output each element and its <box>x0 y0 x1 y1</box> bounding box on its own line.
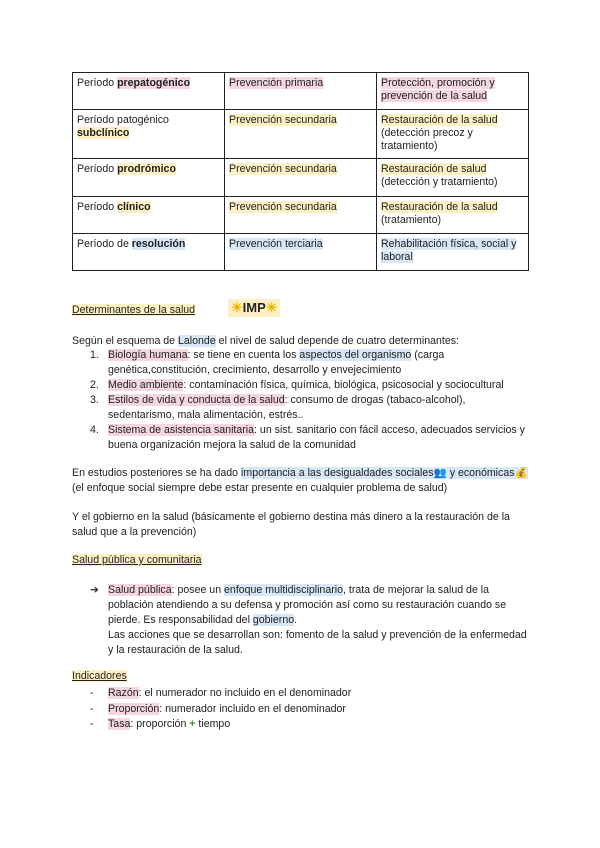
item-text: : se tiene en cuenta los <box>187 349 300 361</box>
indicator-text: : el numerador no incluido en el denominador <box>138 687 352 699</box>
item-highlight: Biología humana <box>108 349 188 361</box>
table-row <box>73 197 529 234</box>
table-row <box>73 110 529 159</box>
table-row <box>73 234 529 271</box>
item-number: 2. <box>90 379 99 391</box>
gov-text: Y el gobierno en la salud (básicamente el gobierno destina más dinero a la restauración de la salud que a la prevención) <box>72 511 510 538</box>
phase-name: prodrómico <box>117 163 176 175</box>
determinantes-title <box>72 304 195 316</box>
phase-prefix: Período <box>77 163 118 175</box>
salud-publica-highlight: Salud pública <box>108 584 172 596</box>
action-cell <box>377 197 529 234</box>
salud-publica-item <box>90 583 530 658</box>
prevention-level: Prevención secundaria <box>229 114 337 126</box>
phase-prefix: Período <box>77 201 118 213</box>
text-3: . <box>294 614 298 626</box>
action-detail: (detección precoz y tratamiento) <box>381 127 473 152</box>
sun-icon: ☀ <box>231 300 243 315</box>
economic-highlight: y económicas <box>446 467 515 479</box>
action-highlight: Rehabilitación física, social y laboral <box>381 238 517 263</box>
prevention-cell <box>225 110 377 159</box>
action-cell <box>377 159 529 197</box>
indicator-name: Tasa <box>108 718 131 730</box>
phase-name: clínico <box>117 201 151 213</box>
item-highlight: Estilos de vida y conducta de la salud <box>108 394 285 406</box>
government-paragraph <box>72 510 528 540</box>
salud-publica-text <box>90 583 530 658</box>
bullet-dash: - <box>90 718 94 730</box>
phase-name: resolución <box>131 238 186 250</box>
list-item <box>90 393 530 423</box>
phase-cell <box>73 234 225 271</box>
action-cell <box>377 73 529 110</box>
phase-prefix: Período <box>77 77 118 89</box>
salud-publica-title-text: Salud pública y comunitaria <box>72 554 202 566</box>
prevention-level: Prevención secundaria <box>229 163 337 175</box>
phase-prefix: Período patogénico <box>77 114 169 126</box>
indicadores-list <box>90 686 490 733</box>
action-detail: (detección y tratamiento) <box>381 176 498 188</box>
indicator-text: : numerador incluido en el denominador <box>159 702 346 715</box>
indicadores-title <box>72 670 127 682</box>
list-item <box>90 702 490 718</box>
list-item <box>90 717 490 733</box>
bullet-dash: - <box>90 702 94 715</box>
indicadores-title-text: Indicadores <box>72 670 127 682</box>
item-highlight: Medio ambiente <box>108 379 184 391</box>
studies-paragraph <box>72 466 528 496</box>
table-row <box>73 73 529 110</box>
item-highlight: Sistema de asistencia sanitaria <box>108 424 255 436</box>
action-detail: (tratamiento) <box>381 214 442 226</box>
item-text: : consumo de drogas (tabaco-alcohol), sedentarismo, mala alimentación, estrés.. <box>108 394 466 421</box>
item-number: 1. <box>90 349 99 361</box>
phase-name: prepatogénico <box>117 77 191 89</box>
social-highlight: importancia a las desigualdades sociales <box>241 467 434 479</box>
prevention-level: Prevención secundaria <box>229 201 337 213</box>
action-highlight: Restauración de la salud <box>381 201 498 213</box>
action-highlight: Protección, promoción y prevención de la salud <box>381 77 495 102</box>
prevention-table <box>72 72 529 271</box>
prevention-cell <box>225 73 377 110</box>
item-highlight-2: aspectos del organismo <box>299 349 412 361</box>
action-cell <box>377 110 529 159</box>
item-text: : un sist. sanitario con fácil acceso, adecuados servicios y buena organización mejora la salud de la comunidad <box>108 424 525 451</box>
arrow-icon: ➔ <box>90 584 99 596</box>
phase-cell <box>73 197 225 234</box>
item-number: 3. <box>90 394 99 406</box>
imp-badge <box>228 299 280 317</box>
imp-label: IMP <box>242 300 266 315</box>
people-icon: 👥 <box>433 467 447 479</box>
action-highlight: Restauración de salud <box>381 163 487 175</box>
prevention-cell <box>225 234 377 271</box>
text-1: : posee un <box>171 584 225 596</box>
prevention-cell <box>225 197 377 234</box>
phase-cell <box>73 73 225 110</box>
actions-text: Las acciones que se desarrollan son: fomento de la salud y prevención de la enfermedad y la restauración de la salud. <box>108 629 527 656</box>
text-2: , trata de mejorar la salud de la población atendiendo a su defensa y promoción así como su restauración cuando se pierde. Es responsabilidad del <box>108 584 507 626</box>
action-cell <box>377 234 529 271</box>
indicator-tail: tiempo <box>195 718 231 730</box>
phase-prefix: Período de <box>77 238 132 250</box>
table-row <box>73 159 529 197</box>
determinantes-title-text: Determinantes de la salud <box>72 304 196 316</box>
plus-icon: + <box>189 718 196 730</box>
list-item <box>90 348 530 378</box>
studies-pre: En estudios posteriores se ha dado <box>72 467 242 479</box>
sun-icon: ☀ <box>265 300 278 315</box>
prevention-cell <box>225 159 377 197</box>
list-item <box>90 686 490 702</box>
government-highlight: gobierno <box>252 614 295 626</box>
salud-publica-title <box>72 554 202 566</box>
prevention-level: Prevención terciaria <box>229 238 323 250</box>
money-bag-icon: 💰 <box>514 467 528 479</box>
determinantes-list <box>90 348 530 453</box>
phase-cell <box>73 159 225 197</box>
indicator-text: : proporción <box>130 718 190 730</box>
action-highlight: Restauración de la salud <box>381 114 498 126</box>
determinantes-intro <box>72 334 528 349</box>
list-item <box>90 423 530 453</box>
intro-pre: Según el esquema de <box>72 335 179 347</box>
multidisciplinary-highlight: enfoque multidisciplinario <box>224 584 343 596</box>
item-rest: (carga genética,constitución, crecimiento, desarrollo y envejecimiento <box>108 349 445 376</box>
indicator-name: Proporción <box>108 702 160 715</box>
studies-post: (el enfoque social siempre debe estar presente en cualquier problema de salud) <box>72 482 448 494</box>
phase-name: subclínico <box>77 127 130 139</box>
prevention-level: Prevención primaria <box>229 77 324 89</box>
lalonde-highlight: Lalonde <box>178 335 216 347</box>
bullet-dash: - <box>90 687 94 699</box>
indicator-name: Razón <box>108 687 139 699</box>
list-item <box>90 378 530 393</box>
item-text: : contaminación física, química, biológica, psicosocial y sociocultural <box>183 379 504 391</box>
phase-cell <box>73 110 225 159</box>
item-number: 4. <box>90 424 99 436</box>
intro-post: el nivel de salud depende de cuatro determinantes: <box>215 335 459 347</box>
